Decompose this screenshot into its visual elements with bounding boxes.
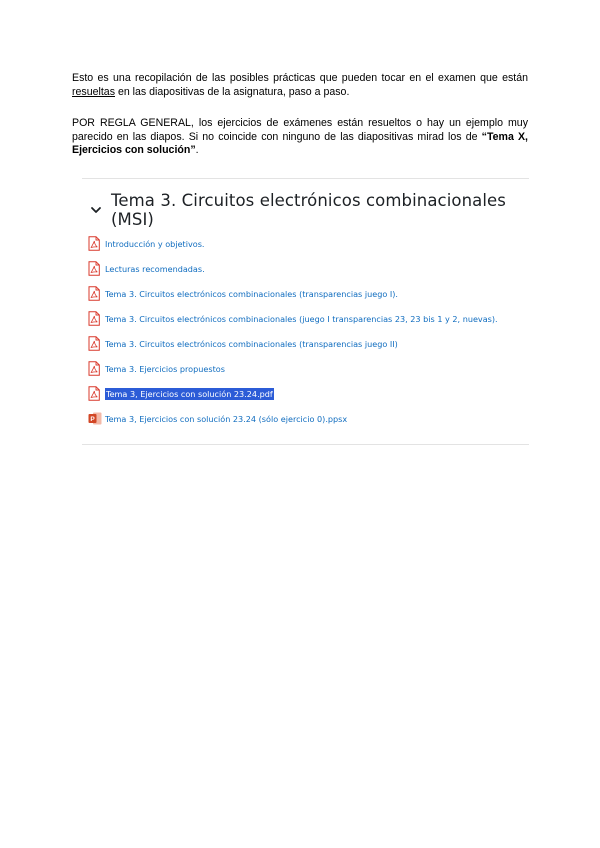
powerpoint-icon <box>88 411 100 426</box>
course-section-screenshot <box>82 178 529 445</box>
list-item[interactable] <box>88 231 498 256</box>
section-title: Tema 3. Circuitos electrónicos combinacionales (MSI) <box>111 191 507 229</box>
pdf-icon <box>88 236 100 251</box>
file-link[interactable]: Tema 3. Ejercicios propuestos <box>105 363 225 374</box>
rule-text-end: . <box>195 144 199 157</box>
list-item[interactable] <box>88 406 498 431</box>
list-item[interactable] <box>88 331 498 356</box>
chevron-down-icon[interactable] <box>87 201 105 219</box>
pdf-icon <box>88 261 100 276</box>
pdf-icon <box>88 336 100 351</box>
file-link[interactable]: Tema 3. Circuitos electrónicos combinacionales (transparencias juego I). <box>105 288 398 299</box>
list-item[interactable] <box>88 356 498 381</box>
file-link[interactable]: Tema 3. Circuitos electrónicos combinacionales (transparencias juego II) <box>105 338 398 349</box>
section-header[interactable] <box>87 191 529 229</box>
intro-text-end: en las diapositivas de la asignatura, paso a paso. <box>115 85 350 98</box>
list-item-selected[interactable] <box>88 381 498 406</box>
underlined-word: resueltas <box>72 85 115 98</box>
intro-paragraph-1 <box>72 72 528 99</box>
list-item[interactable] <box>88 256 498 281</box>
file-link-selected[interactable]: Tema 3, Ejercicios con solución 23.24.pdf <box>106 388 273 399</box>
bold-reference: “Tema X, Ejercicios con solución” <box>72 130 528 157</box>
file-link[interactable]: Tema 3, Ejercicios con solución 23.24 (sólo ejercicio 0).ppsx <box>105 413 348 424</box>
rule-text: POR REGLA GENERAL, los ejercicios de exámenes están resueltos o hay un ejemplo muy parecido en las diapos. Si no coincide con ninguno de las diapositivas mirad los de <box>72 117 528 143</box>
pdf-icon <box>88 311 100 326</box>
file-link[interactable]: Lecturas recomendadas. <box>105 263 205 274</box>
file-link[interactable]: Tema 3. Circuitos electrónicos combinacionales (juego I transparencias 23, 23 bis 1 y 2, nuevas). <box>105 313 498 324</box>
svg-text:P: P <box>90 416 95 424</box>
file-link[interactable]: Introducción y objetivos. <box>105 238 205 249</box>
pdf-icon <box>88 286 100 301</box>
list-item[interactable] <box>88 281 498 306</box>
intro-paragraph-2 <box>72 117 528 158</box>
pdf-icon <box>88 361 100 376</box>
file-list <box>88 231 498 431</box>
pdf-icon <box>88 386 100 401</box>
intro-text-start: Esto es una recopilación de las posibles prácticas que pueden tocar en el examen que están <box>72 72 528 84</box>
list-item[interactable] <box>88 306 498 331</box>
